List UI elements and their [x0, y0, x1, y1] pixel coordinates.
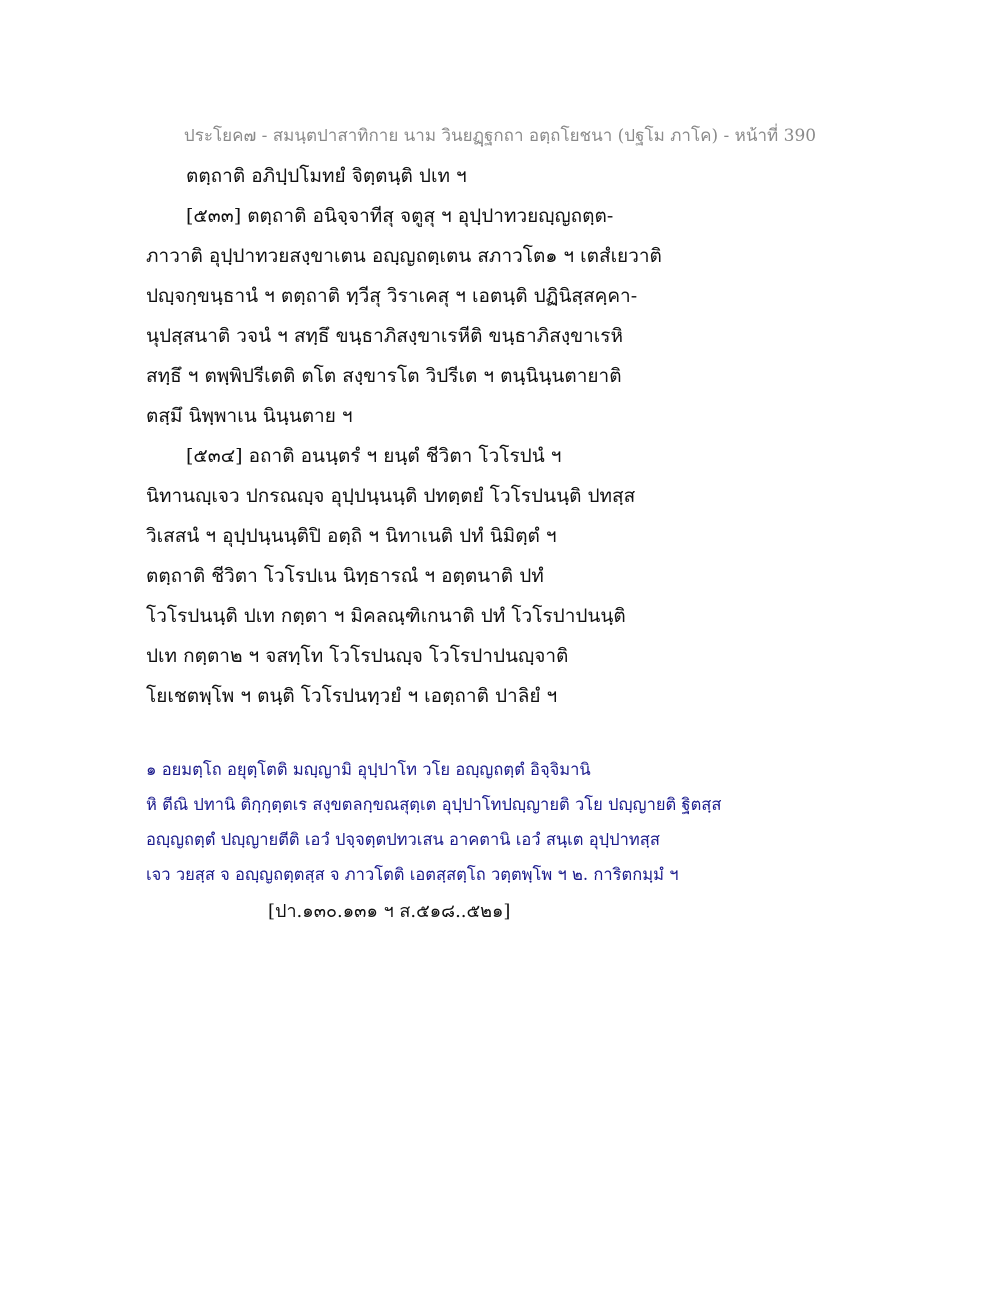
footnote-line: เจว วยสฺส จ อญฺญถตฺตสฺส จ ภาวโตติ เอตสฺสตฺโถ วตฺตพฺโพ ฯ ๒. การิตกมฺมํ ฯ [146, 865, 679, 884]
footnote-line: หิ ตีณิ ปทานิ ติกฺกฺตฺตเร สงฺขตลกฺขณสุตฺเต อุปฺปาโทปญฺญายติ วโย ปญฺญายติ ฐิตสฺส [146, 795, 722, 814]
text-line: สทฺธึ ฯ ตพฺพิปรีเตติ ตโต สงฺขารโต วิปรีเต ฯ ตนฺนินฺนตายาติ [146, 365, 622, 387]
text-line: ปญฺจกฺขนฺธานํ ฯ ตตฺถาติ ทฺวีสุ วิราเคสุ ฯ เอตนฺติ ปฏินิสฺสคฺคา- [146, 285, 638, 307]
text-line: นุปสฺสนาติ วจนํ ฯ สทฺธึ ขนฺธาภิสงฺขาเรหีติ ขนฺธาภิสงฺขาเรหิ [146, 325, 623, 347]
paragraph-534-start: [๕๓๔] อถาติ อนนฺตรํ ฯ ยนฺตํ ชีวิตา โวโรปนํ ฯ [186, 445, 562, 467]
paragraph-533-start: [๕๓๓] ตตฺถาติ อนิจฺจาทีสุ จตูสุ ฯ อุปฺปาทวยญฺญถตฺต- [186, 205, 614, 227]
text-line: โยเชตพฺโพ ฯ ตนฺติ โวโรปนทฺวยํ ฯ เอตฺถาติ ปาลิยํ ฯ [146, 685, 558, 707]
page-reference: [ปา.๑๓๐.๑๓๑ ฯ ส.๕๑๘..๕๒๑] [268, 901, 511, 922]
text-line: โวโรปนนฺติ ปเท กตฺตา ฯ มิคลณฺฑิเกนาติ ปทํ โวโรปาปนนฺติ [146, 605, 626, 627]
text-line: ตตฺถาติ อภิปฺปโมทยํ จิตฺตนฺติ ปเท ฯ [186, 165, 467, 187]
text-line: ตสฺมึ นิพฺพาเน นินฺนตาย ฯ [146, 405, 353, 427]
footnotes [146, 752, 886, 892]
footnote-line: อญฺญถตฺตํ ปญฺญายตีติ เอวํ ปจฺจตฺตปทวเสน อาคตานิ เอวํ สนฺเต อุปฺปาทสฺส [146, 830, 660, 849]
footnote-line: ๑ อยมตฺโถ อยุตฺโตติ มญฺญามิ อุปฺปาโท วโย อญฺญถตฺตํ อิจฺจิมานิ [146, 760, 591, 779]
text-line: ปเท กตฺตา๒ ฯ จสทฺโท โวโรปนญฺจ โวโรปาปนญฺจาติ [146, 645, 569, 667]
text-line: วิเสสนํ ฯ อุปฺปนฺนนฺติปิ อตฺถิ ฯ นิทาเนติ ปทํ นิมิตฺตํ ฯ [146, 525, 557, 547]
text-line: นิทานญฺเจว ปกรณญฺจ อุปฺปนฺนนฺติ ปทตฺตยํ โวโรปนนฺติ ปทสฺส [146, 485, 636, 507]
text-line: ภาวาติ อุปฺปาทวยสงฺขาเตน อญฺญถตฺเตน สภาวโต๑ ฯ เตสํเยวาติ [146, 245, 662, 267]
text-line: ตตฺถาติ ชีวิตา โวโรปเน นิทฺธารณํ ฯ อตฺตนาติ ปทํ [146, 565, 544, 587]
page-header: ประโยค๗ - สมนฺตปาสาทิกาย นาม วินยฏฺฐกถา อตฺถโยชนา (ปฐโม ภาโค) - หน้าที่ 390 [183, 126, 817, 146]
main-text [146, 156, 866, 716]
